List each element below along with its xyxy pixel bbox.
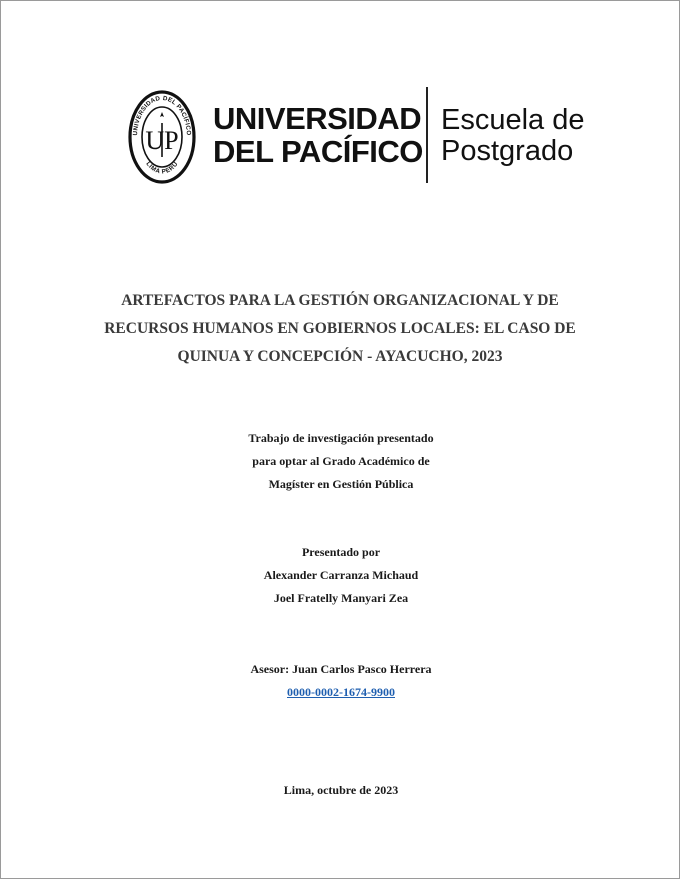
- seal-text-top: UNIVERSIDAD DEL PACÍFICO: [131, 94, 193, 136]
- thesis-title-line1: ARTEFACTOS PARA LA GESTIÓN ORGANIZACIONAL Y DE: [121, 292, 559, 309]
- thesis-title: [61, 287, 619, 371]
- author-name: Joel Fratelly Manyari Zea: [273, 591, 409, 605]
- authors-block: [141, 541, 541, 610]
- work-line3: Magíster en Gestión Pública: [268, 477, 414, 491]
- presented-by-label: Presentado por: [301, 545, 381, 559]
- work-line1: Trabajo de investigación presentado: [248, 431, 434, 445]
- university-name-line1: UNIVERSIDAD: [213, 101, 422, 136]
- university-name: [213, 102, 423, 168]
- thesis-title-line2: RECURSOS HUMANOS EN GOBIERNOS LOCALES: EL CASO DE: [104, 320, 576, 337]
- school-name: [441, 105, 585, 167]
- seal-text-bottom: LIMA PERÚ: [144, 160, 180, 176]
- advisor-block: [141, 658, 541, 704]
- orcid-link[interactable]: 0000-0002-1674-9900: [287, 685, 395, 699]
- work-description: [141, 427, 541, 496]
- school-name-line2: Postgrado: [441, 135, 574, 167]
- place-date: [141, 779, 541, 802]
- thesis-title-line3: QUINUA Y CONCEPCIÓN - AYACUCHO, 2023: [177, 348, 503, 365]
- logo-divider: [426, 87, 428, 183]
- university-seal-logo: [128, 89, 196, 185]
- university-name-line2: DEL PACÍFICO: [213, 134, 423, 169]
- seal-monogram: UP: [145, 126, 179, 155]
- svg-text:LIMA PERÚ: [144, 160, 179, 175]
- work-line2: para optar al Grado Académico de: [252, 454, 430, 468]
- author-name: Alexander Carranza Michaud: [263, 568, 419, 582]
- school-name-line1: Escuela de: [441, 104, 585, 136]
- advisor-name: Asesor: Juan Carlos Pasco Herrera: [250, 662, 432, 676]
- place-date-text: Lima, octubre de 2023: [283, 783, 399, 797]
